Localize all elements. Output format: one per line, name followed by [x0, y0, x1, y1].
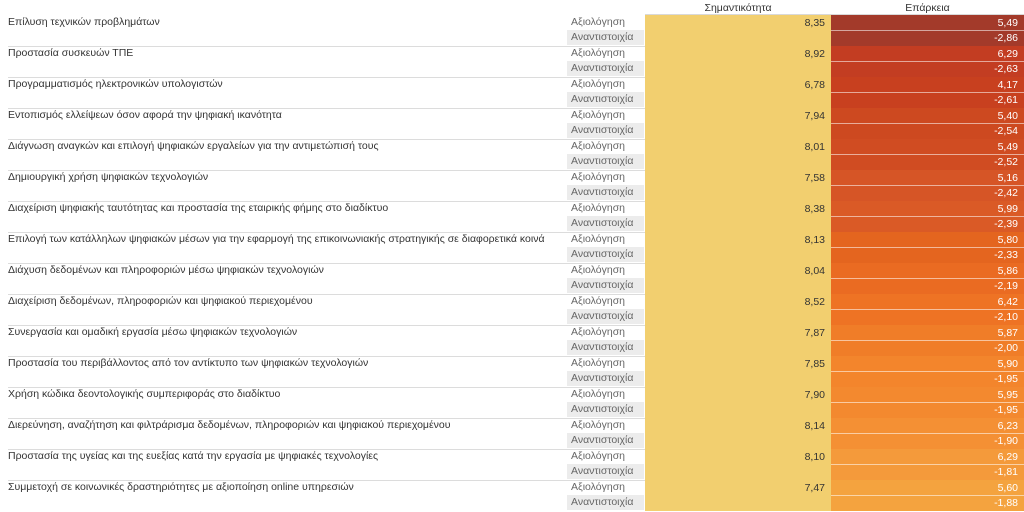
- gap-value: -2,00: [994, 342, 1018, 354]
- column-header-importance[interactable]: Σημαντικότητα: [645, 0, 831, 15]
- measure-label-gap: Αναντιστοιχία: [567, 495, 644, 510]
- measure-label-rating: Αξιολόγηση: [571, 140, 626, 152]
- importance-cell[interactable]: [645, 170, 831, 201]
- skill-label[interactable]: Διερεύνηση, αναζήτηση και φιλτράρισμα δεδομένων, πληροφοριών και ψηφιακού περιεχομένου: [8, 419, 451, 431]
- measure-label-rating: Αξιολόγηση: [571, 450, 626, 462]
- adequacy-value: 5,86: [997, 265, 1018, 277]
- gap-value: -2,33: [994, 249, 1018, 261]
- measure-label-rating: Αξιολόγηση: [571, 264, 626, 276]
- table-row: [0, 77, 1024, 108]
- skill-label[interactable]: Προστασία συσκευών ΤΠΕ: [8, 47, 134, 59]
- measure-label-gap: Αναντιστοιχία: [567, 371, 644, 386]
- gap-value: -1,81: [994, 466, 1018, 478]
- importance-cell[interactable]: [645, 201, 831, 232]
- gap-value: -1,95: [994, 373, 1018, 385]
- measure-label-rating: Αξιολόγηση: [571, 16, 626, 28]
- importance-cell[interactable]: [645, 356, 831, 387]
- gap-value: -2,10: [994, 311, 1018, 323]
- adequacy-value: 5,99: [997, 203, 1018, 215]
- adequacy-value: 6,29: [997, 451, 1018, 463]
- skill-label[interactable]: Προγραμματισμός ηλεκτρονικών υπολογιστών: [8, 78, 223, 90]
- skill-label[interactable]: Συνεργασία και ομαδική εργασία μέσω ψηφιακών τεχνολογιών: [8, 326, 298, 338]
- adequacy-cell[interactable]: [831, 15, 1024, 46]
- measure-label-gap: Αναντιστοιχία: [567, 433, 644, 448]
- measure-label-gap: Αναντιστοιχία: [567, 340, 644, 355]
- importance-cell[interactable]: [645, 449, 831, 480]
- skill-label[interactable]: Προστασία της υγείας και της ευεξίας κατά την εργασία με ψηφιακές τεχνολογίες: [8, 450, 379, 462]
- importance-value: 7,94: [804, 110, 825, 122]
- measure-label-rating: Αξιολόγηση: [571, 326, 626, 338]
- measure-label-gap: Αναντιστοιχία: [567, 61, 644, 76]
- adequacy-cell[interactable]: [831, 232, 1024, 263]
- measure-label-rating: Αξιολόγηση: [571, 357, 626, 369]
- gap-value: -2,63: [994, 63, 1018, 75]
- skill-label[interactable]: Διαχείριση δεδομένων, πληροφοριών και ψηφιακού περιεχομένου: [8, 295, 313, 307]
- measure-label-gap: Αναντιστοιχία: [567, 309, 644, 324]
- importance-cell[interactable]: [645, 294, 831, 325]
- skill-label[interactable]: Διαχείριση ψηφιακής ταυτότητας και προστασία της εταιρικής φήμης στο διαδίκτυο: [8, 202, 389, 214]
- skill-label[interactable]: Διάγνωση αναγκών και επιλογή ψηφιακών εργαλείων για την αντιμετώπισή τους: [8, 140, 379, 152]
- importance-cell[interactable]: [645, 232, 831, 263]
- measure-label-rating: Αξιολόγηση: [571, 481, 626, 493]
- adequacy-cell[interactable]: [831, 387, 1024, 418]
- table-row: [0, 263, 1024, 294]
- importance-value: 8,14: [804, 420, 825, 432]
- measure-label-rating: Αξιολόγηση: [571, 388, 626, 400]
- table-row: [0, 325, 1024, 356]
- skill-label[interactable]: Συμμετοχή σε κοινωνικές δραστηριότητες με αξιοποίηση online υπηρεσιών: [8, 481, 354, 493]
- importance-cell[interactable]: [645, 46, 831, 77]
- skill-label[interactable]: Διάχυση δεδομένων και πληροφοριών μέσω ψηφιακών τεχνολογιών: [8, 264, 324, 276]
- adequacy-value: 6,23: [997, 420, 1018, 432]
- adequacy-value: 5,16: [997, 172, 1018, 184]
- importance-cell[interactable]: [645, 15, 831, 46]
- measure-label-gap: Αναντιστοιχία: [567, 123, 644, 138]
- adequacy-cell[interactable]: [831, 139, 1024, 170]
- adequacy-cell[interactable]: [831, 356, 1024, 387]
- measure-label-gap: Αναντιστοιχία: [567, 185, 644, 200]
- table-row: [0, 356, 1024, 387]
- gap-value: -2,86: [994, 32, 1018, 44]
- importance-cell[interactable]: [645, 387, 831, 418]
- adequacy-cell[interactable]: [831, 325, 1024, 356]
- adequacy-cell[interactable]: [831, 170, 1024, 201]
- table-row: [0, 294, 1024, 325]
- adequacy-value: 5,40: [997, 110, 1018, 122]
- adequacy-cell[interactable]: [831, 46, 1024, 77]
- importance-value: 6,78: [804, 79, 825, 91]
- adequacy-cell[interactable]: [831, 108, 1024, 139]
- gap-value: -2,19: [994, 280, 1018, 292]
- importance-value: 8,13: [804, 234, 825, 246]
- gap-value: -1,95: [994, 404, 1018, 416]
- importance-value: 8,10: [804, 451, 825, 463]
- importance-cell[interactable]: [645, 139, 831, 170]
- table-row: [0, 449, 1024, 480]
- adequacy-cell[interactable]: [831, 201, 1024, 232]
- importance-value: 8,92: [804, 48, 825, 60]
- importance-cell[interactable]: [645, 325, 831, 356]
- table-row: [0, 201, 1024, 232]
- table-row: [0, 387, 1024, 418]
- adequacy-cell[interactable]: [831, 480, 1024, 511]
- importance-cell[interactable]: [645, 418, 831, 449]
- column-header-row: [0, 0, 1024, 15]
- adequacy-value: 6,29: [997, 48, 1018, 60]
- adequacy-value: 5,60: [997, 482, 1018, 494]
- importance-value: 8,38: [804, 203, 825, 215]
- importance-value: 7,47: [804, 482, 825, 494]
- measure-label-gap: Αναντιστοιχία: [567, 92, 644, 107]
- measure-label-gap: Αναντιστοιχία: [567, 247, 644, 262]
- table-row: [0, 232, 1024, 263]
- measure-label-gap: Αναντιστοιχία: [567, 464, 644, 479]
- measure-label-gap: Αναντιστοιχία: [567, 30, 644, 45]
- importance-value: 8,52: [804, 296, 825, 308]
- gap-value: -2,54: [994, 125, 1018, 137]
- gap-value: -2,52: [994, 156, 1018, 168]
- adequacy-cell[interactable]: [831, 263, 1024, 294]
- gap-value: -1,90: [994, 435, 1018, 447]
- measure-label-gap: Αναντιστοιχία: [567, 402, 644, 417]
- measure-label-gap: Αναντιστοιχία: [567, 154, 644, 169]
- adequacy-value: 5,49: [997, 141, 1018, 153]
- table-row: [0, 170, 1024, 201]
- gap-value: -1,88: [994, 497, 1018, 509]
- measure-label-rating: Αξιολόγηση: [571, 202, 626, 214]
- adequacy-value: 5,90: [997, 358, 1018, 370]
- table-row: [0, 480, 1024, 511]
- importance-cell[interactable]: [645, 263, 831, 294]
- measure-label-rating: Αξιολόγηση: [571, 295, 626, 307]
- table-row: [0, 46, 1024, 77]
- importance-value: 8,01: [804, 141, 825, 153]
- adequacy-value: 5,49: [997, 17, 1018, 29]
- table-row: [0, 108, 1024, 139]
- importance-value: 8,04: [804, 265, 825, 277]
- adequacy-value: 5,87: [997, 327, 1018, 339]
- measure-label-gap: Αναντιστοιχία: [567, 216, 644, 231]
- skill-label[interactable]: Εντοπισμός ελλείψεων όσον αφορά την ψηφιακή ικανότητα: [8, 109, 282, 121]
- adequacy-cell[interactable]: [831, 418, 1024, 449]
- gap-value: -2,61: [994, 94, 1018, 106]
- column-header-adequacy[interactable]: Επάρκεια: [831, 0, 1024, 15]
- table-row: [0, 418, 1024, 449]
- table-row: [0, 15, 1024, 46]
- measure-label-rating: Αξιολόγηση: [571, 47, 626, 59]
- skill-label[interactable]: Επιλογή των κατάλληλων ψηφιακών μέσων για την εφαρμογή της επικοινωνιακής στρατηγικής σε διαφορετικά κοινά: [8, 233, 545, 245]
- measure-label-rating: Αξιολόγηση: [571, 171, 626, 183]
- adequacy-value: 5,95: [997, 389, 1018, 401]
- adequacy-cell[interactable]: [831, 449, 1024, 480]
- skill-label[interactable]: Χρήση κώδικα δεοντολογικής συμπεριφοράς στο διαδίκτυο: [8, 388, 281, 400]
- measure-label-rating: Αξιολόγηση: [571, 109, 626, 121]
- importance-cell[interactable]: [645, 108, 831, 139]
- importance-cell[interactable]: [645, 77, 831, 108]
- adequacy-cell[interactable]: [831, 294, 1024, 325]
- gap-value: -2,39: [994, 218, 1018, 230]
- adequacy-value: 6,42: [997, 296, 1018, 308]
- adequacy-value: 4,17: [997, 79, 1018, 91]
- importance-value: 7,87: [804, 327, 825, 339]
- measure-label-gap: Αναντιστοιχία: [567, 278, 644, 293]
- skill-label[interactable]: Προστασία του περιβάλλοντος από τον αντίκτυπο των ψηφιακών τεχνολογιών: [8, 357, 369, 369]
- skill-label[interactable]: Δημιουργική χρήση ψηφιακών τεχνολογιών: [8, 171, 209, 183]
- importance-value: 7,85: [804, 358, 825, 370]
- importance-cell[interactable]: [645, 480, 831, 511]
- importance-value: 8,35: [804, 17, 825, 29]
- importance-value: 7,58: [804, 172, 825, 184]
- importance-value: 7,90: [804, 389, 825, 401]
- measure-label-rating: Αξιολόγηση: [571, 233, 626, 245]
- adequacy-cell[interactable]: [831, 77, 1024, 108]
- adequacy-value: 5,80: [997, 234, 1018, 246]
- skill-label[interactable]: Επίλυση τεχνικών προβλημάτων: [8, 16, 160, 28]
- table-row: [0, 139, 1024, 170]
- measure-label-rating: Αξιολόγηση: [571, 78, 626, 90]
- gap-value: -2,42: [994, 187, 1018, 199]
- measure-label-rating: Αξιολόγηση: [571, 419, 626, 431]
